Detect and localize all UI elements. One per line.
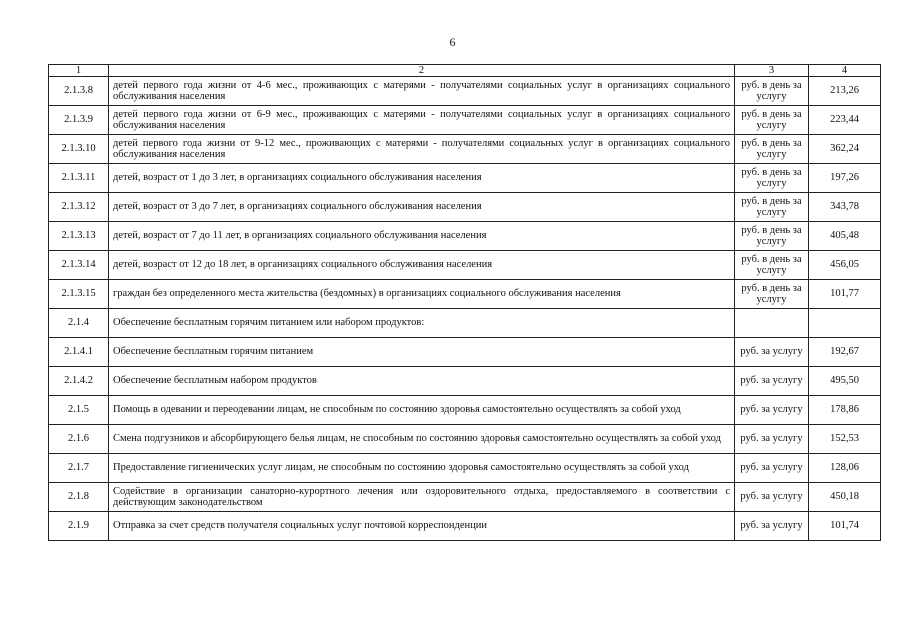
table-row xyxy=(49,338,881,367)
price-cell: 101,77 xyxy=(809,280,881,309)
column-header: 4 xyxy=(809,65,881,77)
table-row xyxy=(49,425,881,454)
table-row xyxy=(49,309,881,338)
page-number: 6 xyxy=(449,35,456,49)
table-row xyxy=(49,483,881,512)
unit-cell xyxy=(735,309,809,338)
unit-cell: руб. за услугу xyxy=(735,454,809,483)
unit-cell: руб. в день за услугу xyxy=(735,77,809,106)
service-description-cell: Содействие в организации санаторно-курортного лечения или оздоровительного отдыха, предоставляемого в соответствии с действующим законодательством xyxy=(109,483,735,512)
price-cell: 152,53 xyxy=(809,425,881,454)
price-cell: 101,74 xyxy=(809,512,881,541)
price-cell: 450,18 xyxy=(809,483,881,512)
row-number-cell: 2.1.3.14 xyxy=(49,251,109,280)
service-description-cell: Предоставление гигиенических услуг лицам, не способным по состоянию здоровья самостоятельно осуществлять за собой уход xyxy=(109,454,735,483)
service-description-cell: Смена подгузников и абсорбирующего белья лицам, не способным по состоянию здоровья самостоятельно осуществлять за собой уход xyxy=(109,425,735,454)
tariff-table-body xyxy=(49,65,881,541)
service-description-cell: детей, возраст от 7 до 11 лет, в организациях социального обслуживания населения xyxy=(109,222,735,251)
row-number-cell: 2.1.3.15 xyxy=(49,280,109,309)
row-number-cell: 2.1.3.8 xyxy=(49,77,109,106)
price-cell: 405,48 xyxy=(809,222,881,251)
price-cell: 495,50 xyxy=(809,367,881,396)
table-row xyxy=(49,454,881,483)
table-row xyxy=(49,280,881,309)
unit-cell: руб. в день за услугу xyxy=(735,193,809,222)
price-cell: 178,86 xyxy=(809,396,881,425)
unit-cell: руб. за услугу xyxy=(735,396,809,425)
service-description-cell: Помощь в одевании и переодевании лицам, не способным по состоянию здоровья самостоятельно осуществлять за собой уход xyxy=(109,396,735,425)
table-row xyxy=(49,367,881,396)
service-description-cell: Отправка за счет средств получателя социальных услуг почтовой корреспонденции xyxy=(109,512,735,541)
column-header: 2 xyxy=(109,65,735,77)
table-row xyxy=(49,251,881,280)
unit-cell: руб. в день за услугу xyxy=(735,222,809,251)
service-description-cell: детей, возраст от 12 до 18 лет, в организациях социального обслуживания населения xyxy=(109,251,735,280)
unit-cell: руб. за услугу xyxy=(735,425,809,454)
row-number-cell: 2.1.9 xyxy=(49,512,109,541)
price-cell: 128,06 xyxy=(809,454,881,483)
column-header: 1 xyxy=(49,65,109,77)
row-number-cell: 2.1.5 xyxy=(49,396,109,425)
price-cell: 223,44 xyxy=(809,106,881,135)
service-description-cell: детей первого года жизни от 4-6 мес., проживающих с матерями - получателями социальных услуг в организациях социального обслуживания населения xyxy=(109,77,735,106)
service-description-cell: Обеспечение бесплатным горячим питанием xyxy=(109,338,735,367)
unit-cell: руб. в день за услугу xyxy=(735,164,809,193)
table-row xyxy=(49,193,881,222)
unit-cell: руб. за услугу xyxy=(735,512,809,541)
service-description-cell: Обеспечение бесплатным горячим питанием или набором продуктов: xyxy=(109,309,735,338)
price-cell xyxy=(809,309,881,338)
row-number-cell: 2.1.3.9 xyxy=(49,106,109,135)
price-cell: 197,26 xyxy=(809,164,881,193)
price-cell: 343,78 xyxy=(809,193,881,222)
unit-cell: руб. в день за услугу xyxy=(735,106,809,135)
service-description-cell: детей первого года жизни от 9-12 мес., проживающих с матерями - получателями социальных услуг в организациях социального обслуживания населения xyxy=(109,135,735,164)
table-header-row xyxy=(49,65,881,77)
unit-cell: руб. в день за услугу xyxy=(735,280,809,309)
table-row xyxy=(49,77,881,106)
row-number-cell: 2.1.3.12 xyxy=(49,193,109,222)
service-description-cell: детей, возраст от 3 до 7 лет, в организациях социального обслуживания населения xyxy=(109,193,735,222)
table-row xyxy=(49,135,881,164)
unit-cell: руб. в день за услугу xyxy=(735,135,809,164)
unit-cell: руб. в день за услугу xyxy=(735,251,809,280)
price-cell: 192,67 xyxy=(809,338,881,367)
service-description-cell: Обеспечение бесплатным набором продуктов xyxy=(109,367,735,396)
table-row xyxy=(49,222,881,251)
price-cell: 362,24 xyxy=(809,135,881,164)
row-number-cell: 2.1.8 xyxy=(49,483,109,512)
unit-cell: руб. за услугу xyxy=(735,483,809,512)
service-description-cell: граждан без определенного места жительства (бездомных) в организациях социального обслуживания населения xyxy=(109,280,735,309)
row-number-cell: 2.1.3.10 xyxy=(49,135,109,164)
table-row xyxy=(49,106,881,135)
table-row xyxy=(49,164,881,193)
table-row xyxy=(49,512,881,541)
row-number-cell: 2.1.6 xyxy=(49,425,109,454)
unit-cell: руб. за услугу xyxy=(735,338,809,367)
row-number-cell: 2.1.3.11 xyxy=(49,164,109,193)
tariff-table xyxy=(48,64,881,541)
row-number-cell: 2.1.3.13 xyxy=(49,222,109,251)
unit-cell: руб. за услугу xyxy=(735,367,809,396)
service-description-cell: детей, возраст от 1 до 3 лет, в организациях социального обслуживания населения xyxy=(109,164,735,193)
column-header: 3 xyxy=(735,65,809,77)
row-number-cell: 2.1.4 xyxy=(49,309,109,338)
row-number-cell: 2.1.7 xyxy=(49,454,109,483)
row-number-cell: 2.1.4.2 xyxy=(49,367,109,396)
table-row xyxy=(49,396,881,425)
price-cell: 213,26 xyxy=(809,77,881,106)
price-cell: 456,05 xyxy=(809,251,881,280)
service-description-cell: детей первого года жизни от 6-9 мес., проживающих с матерями - получателями социальных услуг в организациях социального обслуживания населения xyxy=(109,106,735,135)
row-number-cell: 2.1.4.1 xyxy=(49,338,109,367)
